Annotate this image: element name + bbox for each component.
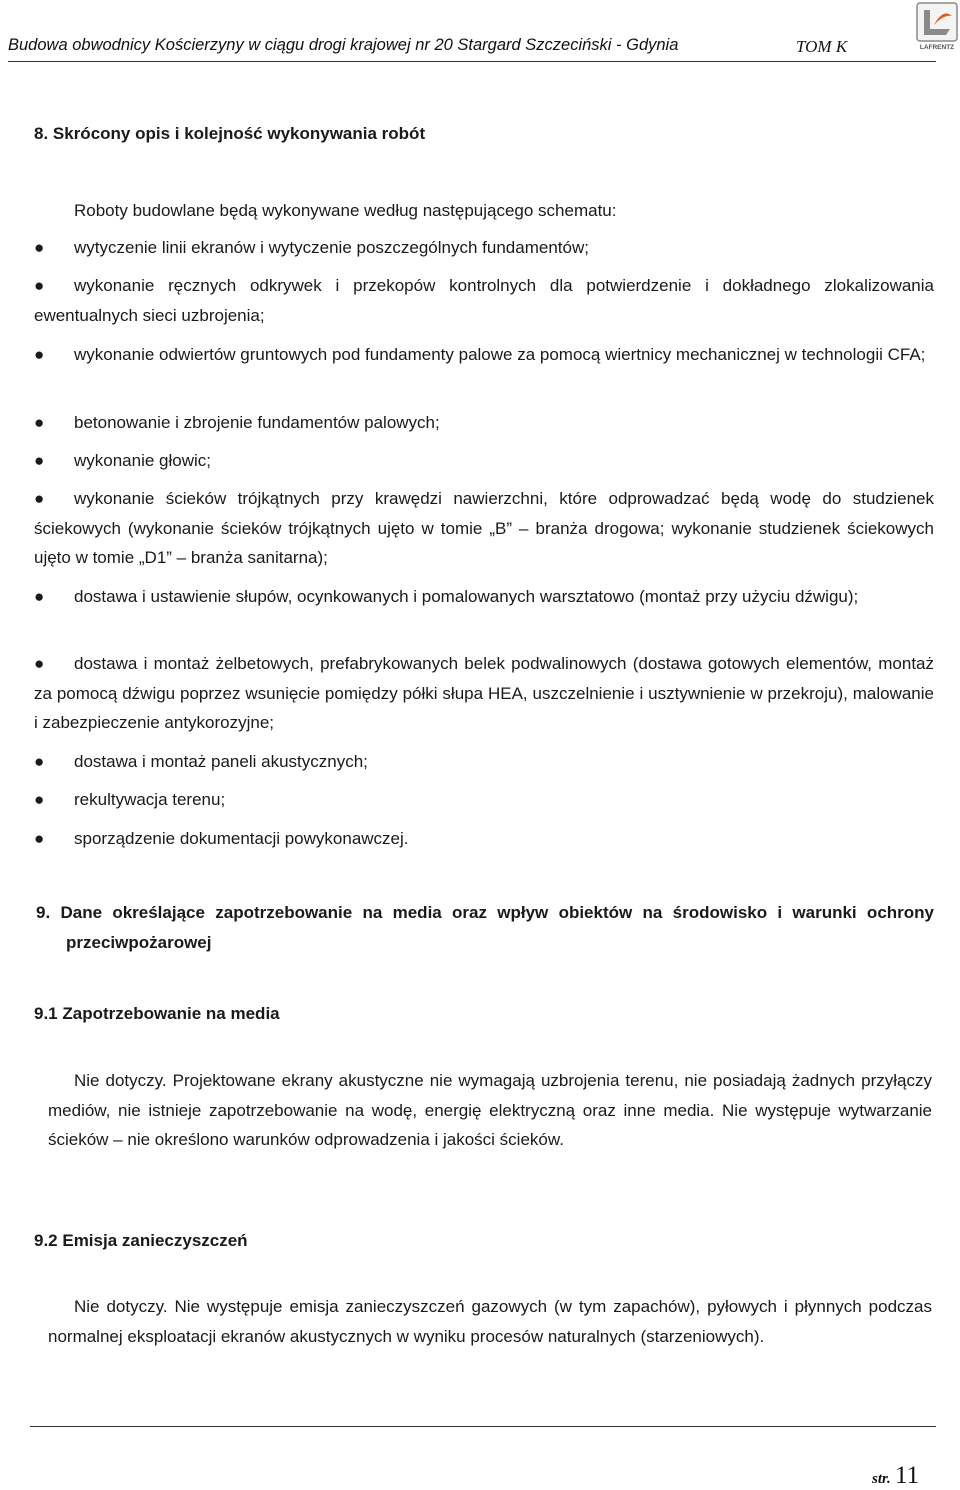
bullet-icon: ● <box>34 752 45 771</box>
section-9-2-heading: 9.2 Emisja zanieczyszczeń <box>34 1231 248 1250</box>
list-item: ● sporządzenie dokumentacji powykonawczej. <box>34 824 934 854</box>
list-item: ● wykonanie odwiertów gruntowych pod fundamenty palowe za pomocą wiertnicy mechanicznej w technologii CFA; <box>34 340 934 370</box>
bullet-icon: ● <box>34 790 45 809</box>
volume-label: TOM K <box>796 37 848 56</box>
list-item: ● betonowanie i zbrojenie fundamentów palowych; <box>34 408 934 438</box>
list-item: ● wykonanie ręcznych odkrywek i przekopów kontrolnych dla potwierdzenie i dokładnego zlokalizowania ewentualnych sieci uzbrojenia; <box>34 271 934 330</box>
bullet-icon: ● <box>34 413 45 432</box>
section-8-heading: 8. Skrócony opis i kolejność wykonywania robót <box>34 124 426 143</box>
bullet-icon: ● <box>34 489 45 508</box>
bullet-icon: ● <box>34 587 45 606</box>
section-9-1-heading: 9.1 Zapotrzebowanie na media <box>34 1004 280 1023</box>
page-label: str. <box>872 1471 891 1487</box>
header-divider <box>8 61 936 62</box>
bullet-icon: ● <box>34 654 45 673</box>
section-9-2-text: Nie dotyczy. Nie występuje emisja zanieczyszczeń gazowych (w tym zapachów), pyłowych i płynnych podczas normalnej eksploatacji ekranów akustycznych w wyniku procesów naturalnych (starzeniowych). <box>48 1297 932 1346</box>
page-number-value: 11 <box>895 1462 920 1489</box>
section-9-1-text: Nie dotyczy. Projektowane ekrany akustyczne nie wymagają uzbrojenia terenu, nie posiadają żadnych przyłączy mediów, nie istnieje zapotrzebowanie na wodę, energię elektryczną oraz inne media. Nie występuje wytwarzanie ścieków – nie określono warunków odprowadzenia i jakości ścieków. <box>48 1071 932 1149</box>
section-8-intro: Roboty budowlane będą wykonywane według następującego schematu: <box>74 201 617 220</box>
list-item: ● dostawa i montaż żelbetowych, prefabrykowanych belek podwalinowych (dostawa gotowych elementów, montaż za pomocą dźwigu poprzez wsunięcie pomiędzy półki słupa HEA, uszczelnienie i usztywnienie w przekroju), malowanie i zabezpieczenie antykorozyjne; <box>34 649 934 738</box>
bullet-icon: ● <box>34 276 45 295</box>
footer-divider <box>30 1426 936 1427</box>
list-item: ● dostawa i montaż paneli akustycznych; <box>34 747 934 777</box>
section-9-heading: 9. Dane określające zapotrzebowanie na media oraz wpływ obiektów na środowisko i warunki ochrony przeciwpożarowej <box>36 903 934 952</box>
lafrentz-logo <box>916 2 958 52</box>
list-item: ● wykonanie głowic; <box>34 446 934 476</box>
list-item: ● rekultywacja terenu; <box>34 785 934 815</box>
list-item: ● dostawa i ustawienie słupów, ocynkowanych i pomalowanych warsztatowo (montaż przy użyciu dźwigu); <box>34 582 934 612</box>
bullet-icon: ● <box>34 238 45 257</box>
bullet-icon: ● <box>34 451 45 470</box>
svg-text:LAFRENTZ: LAFRENTZ <box>919 44 955 51</box>
list-item: ● wytyczenie linii ekranów i wytyczenie poszczególnych fundamentów; <box>34 233 934 263</box>
bullet-icon: ● <box>34 829 45 848</box>
bullet-icon: ● <box>34 345 45 364</box>
document-header-title: Budowa obwodnicy Kościerzyny w ciągu drogi krajowej nr 20 Stargard Szczeciński - Gdynia <box>8 36 679 54</box>
page-number <box>872 1462 919 1490</box>
list-item: ● wykonanie ścieków trójkątnych przy krawędzi nawierzchni, które odprowadzać będą wodę do studzienek ściekowych (wykonanie ścieków trójkątnych ujęto w tomie „B” – branża drogowa; wykonanie studzienek ściekowych ujęto w tomie „D1” – branża sanitarna); <box>34 484 934 573</box>
